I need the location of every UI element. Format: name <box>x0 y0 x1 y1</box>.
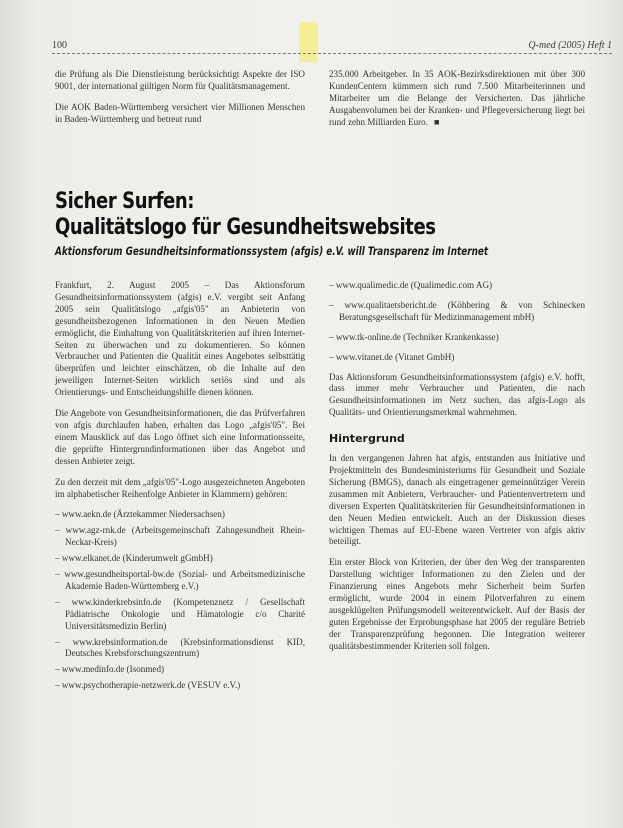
article-subheadline: Aktionsforum Gesundheitsinformationssystem (afgis) e.V. will Transparenz im Internet <box>55 244 489 258</box>
list-item: – www.tk-online.de (Techniker Krankenkasse) <box>329 332 585 344</box>
paragraph: die Prüfung als Die Dienstleistung berücksichtigt Aspekte der ISO 9001, der international gültigen Norm für Qualitätsmanagement. <box>55 69 305 91</box>
running-head <box>52 40 612 54</box>
website-list-continued <box>329 280 585 364</box>
section-heading: Hintergrund <box>329 432 405 446</box>
paragraph: Die Angebote von Gesundheitsinformationen, die das Prüfverfahren von afgis durchlaufen haben, erhalten das Logo „afgis'05". Bei einem Mausklick auf das Logo öffnet sich eine Informationsseite, die geprüfte Hintergrundinformationen über das Angebot und dessen Anbieter zeigt. <box>55 408 305 466</box>
paragraph: Die AOK Baden-Württemberg versichert vier Millionen Menschen in Baden-Württemberg und betreut rund <box>55 101 305 124</box>
list-item: – www.aekn.de (Ärztekammer Niedersachsen) <box>55 509 305 521</box>
list-item: – www.qualimedic.de (Qualimedic.com AG) <box>329 280 585 292</box>
list-item: – www.elkanet.de (Kinderumwelt gGmbH) <box>55 553 305 565</box>
article-left-column <box>55 280 305 700</box>
list-item: – www.medinfo.de (Isonmed) <box>55 664 305 676</box>
top-right-column <box>329 69 585 138</box>
list-item: – www.psychotherapie-netzwerk.de (VESUV e.V.) <box>55 680 305 692</box>
list-item: – www.kinderkrebsinfo.de (Kompetenznetz / Gesellschaft Pädiatrische Onkologie und Hämatologie c/o Charité Universitätsmedizin Berlin) <box>55 597 305 633</box>
list-item: – www.gesundheitsportal-bw.de (Sozial- und Arbeitsmedizinische Akademie Baden-Württemberg e.V.) <box>55 569 305 593</box>
headline-line-1: Sicher Surfen: <box>55 188 195 214</box>
headline-line-2: Qualitätslogo für Gesundheitswebsites <box>55 214 436 240</box>
paragraph: Zu den derzeit mit dem „afgis'05"-Logo ausgezeichneten Angeboten im alphabetischer Reihenfolge Anbieter in Klammern) gehören: <box>55 476 305 499</box>
paragraph <box>329 69 585 129</box>
list-item: – www.qualitaetsbericht.de (Köhbering & von Schinecken Beratungsgesellschaft für Medizinmanagement mbH) <box>329 300 585 324</box>
paragraph: Frankfurt, 2. August 2005 – Das Aktionsforum Gesundheitsinformationssystem (afgis) e.V. vergibt seit Anfang 2005 sein Qualitätslogo „afgis'05" an Anbieterin von gesundheitsbezogenen Informationen in den Neuen Medien ermöglicht, die Einhaltung von Qualitätskriterien auf ihren Internet-Seiten zu überwachen und zu dokumentieren. So können Verbraucher und Patienten die Qualität eines Angebotes selbsttätig überprüfen und leichter einschätzen, ob die Inhalte auf den jeweiligen Internet-Seiten wirklich seriös sind und als Orientierungs- und Entscheidungshilfe dienen können. <box>55 280 305 398</box>
list-item: – www.krebsinformation.de (Krebsinformationsdienst KID, Deutsches Krebsforschungszentrum) <box>55 637 305 661</box>
article-headline <box>55 188 487 240</box>
article-right-column <box>329 280 585 662</box>
list-item: – www.agz-rnk.de (Arbeitsgemeinschaft Zahngesundheit Rhein-Neckar-Kreis) <box>55 525 305 549</box>
paragraph-text: 235.000 Arbeitgeber. In 35 AOK-Bezirksdirektionen mit über 300 KundenCentern kümmern sich rund 7.500 Mitarbeiterinnen und Mitarbeiter um die Belange der Versicherten. Das jährliche Ausgabenvolumen bei der Kranken- und Pflegeversicherung liegt bei rund zehn Milliarden Euro. <box>329 69 585 127</box>
page-number: 100 <box>52 40 67 51</box>
paragraph: Ein erster Block von Kriterien, der über den Weg der transparenten Darstellung wichtiger Informationen zu den Zielen und der Finanzierung eines Angebots mehr Sicherheit beim Surfen ermöglicht, wurde 2004 in einem Pilotverfahren zu einem ausgeklügelten Prüfungsmodell weiterentwickelt. Auf der Basis der guten Ergebnisse der Erprobungsphase hat 2005 der reguläre Betrieb der Transparenzprüfung begonnen. Die Integration weiterer qualitätsbestimmender Kriterien soll folgen. <box>329 557 585 651</box>
journal-citation: Q-med (2005) Heft 1 <box>528 40 612 51</box>
top-left-column <box>55 69 305 135</box>
website-list <box>55 509 305 692</box>
paragraph: In den vergangenen Jahren hat afgis, entstanden aus Initiative und Projektmitteln des Bundesministeriums für Gesundheit und Soziale Sicherung (BMGS), danach als eingetragener gemeinnütziger Verein zusammen mit Anbietern, Verbraucher- und Patientenvertretern und diversen Experten Qualitätskriterien für Gesundheitsinformationen in den Neuen Medien entwickelt. Auch an der Diskussion dieses wichtigen Themas auf EU-Ebene waren Vertreter von afgis aktiv beteiligt. <box>329 453 585 547</box>
list-item: – www.vitanet.de (Vitanet GmbH) <box>329 352 585 364</box>
end-of-article-mark: ■ <box>434 116 440 127</box>
paragraph: Das Aktionsforum Gesundheitsinformationssystem (afgis) e.V. hofft, dass immer mehr Verbraucher und Patienten, die nach Gesundheitsinformationen im Netz suchen, das afgis-Logo als Qualitäts- und Orientierungsmerkmal wahrnehmen. <box>329 371 585 418</box>
